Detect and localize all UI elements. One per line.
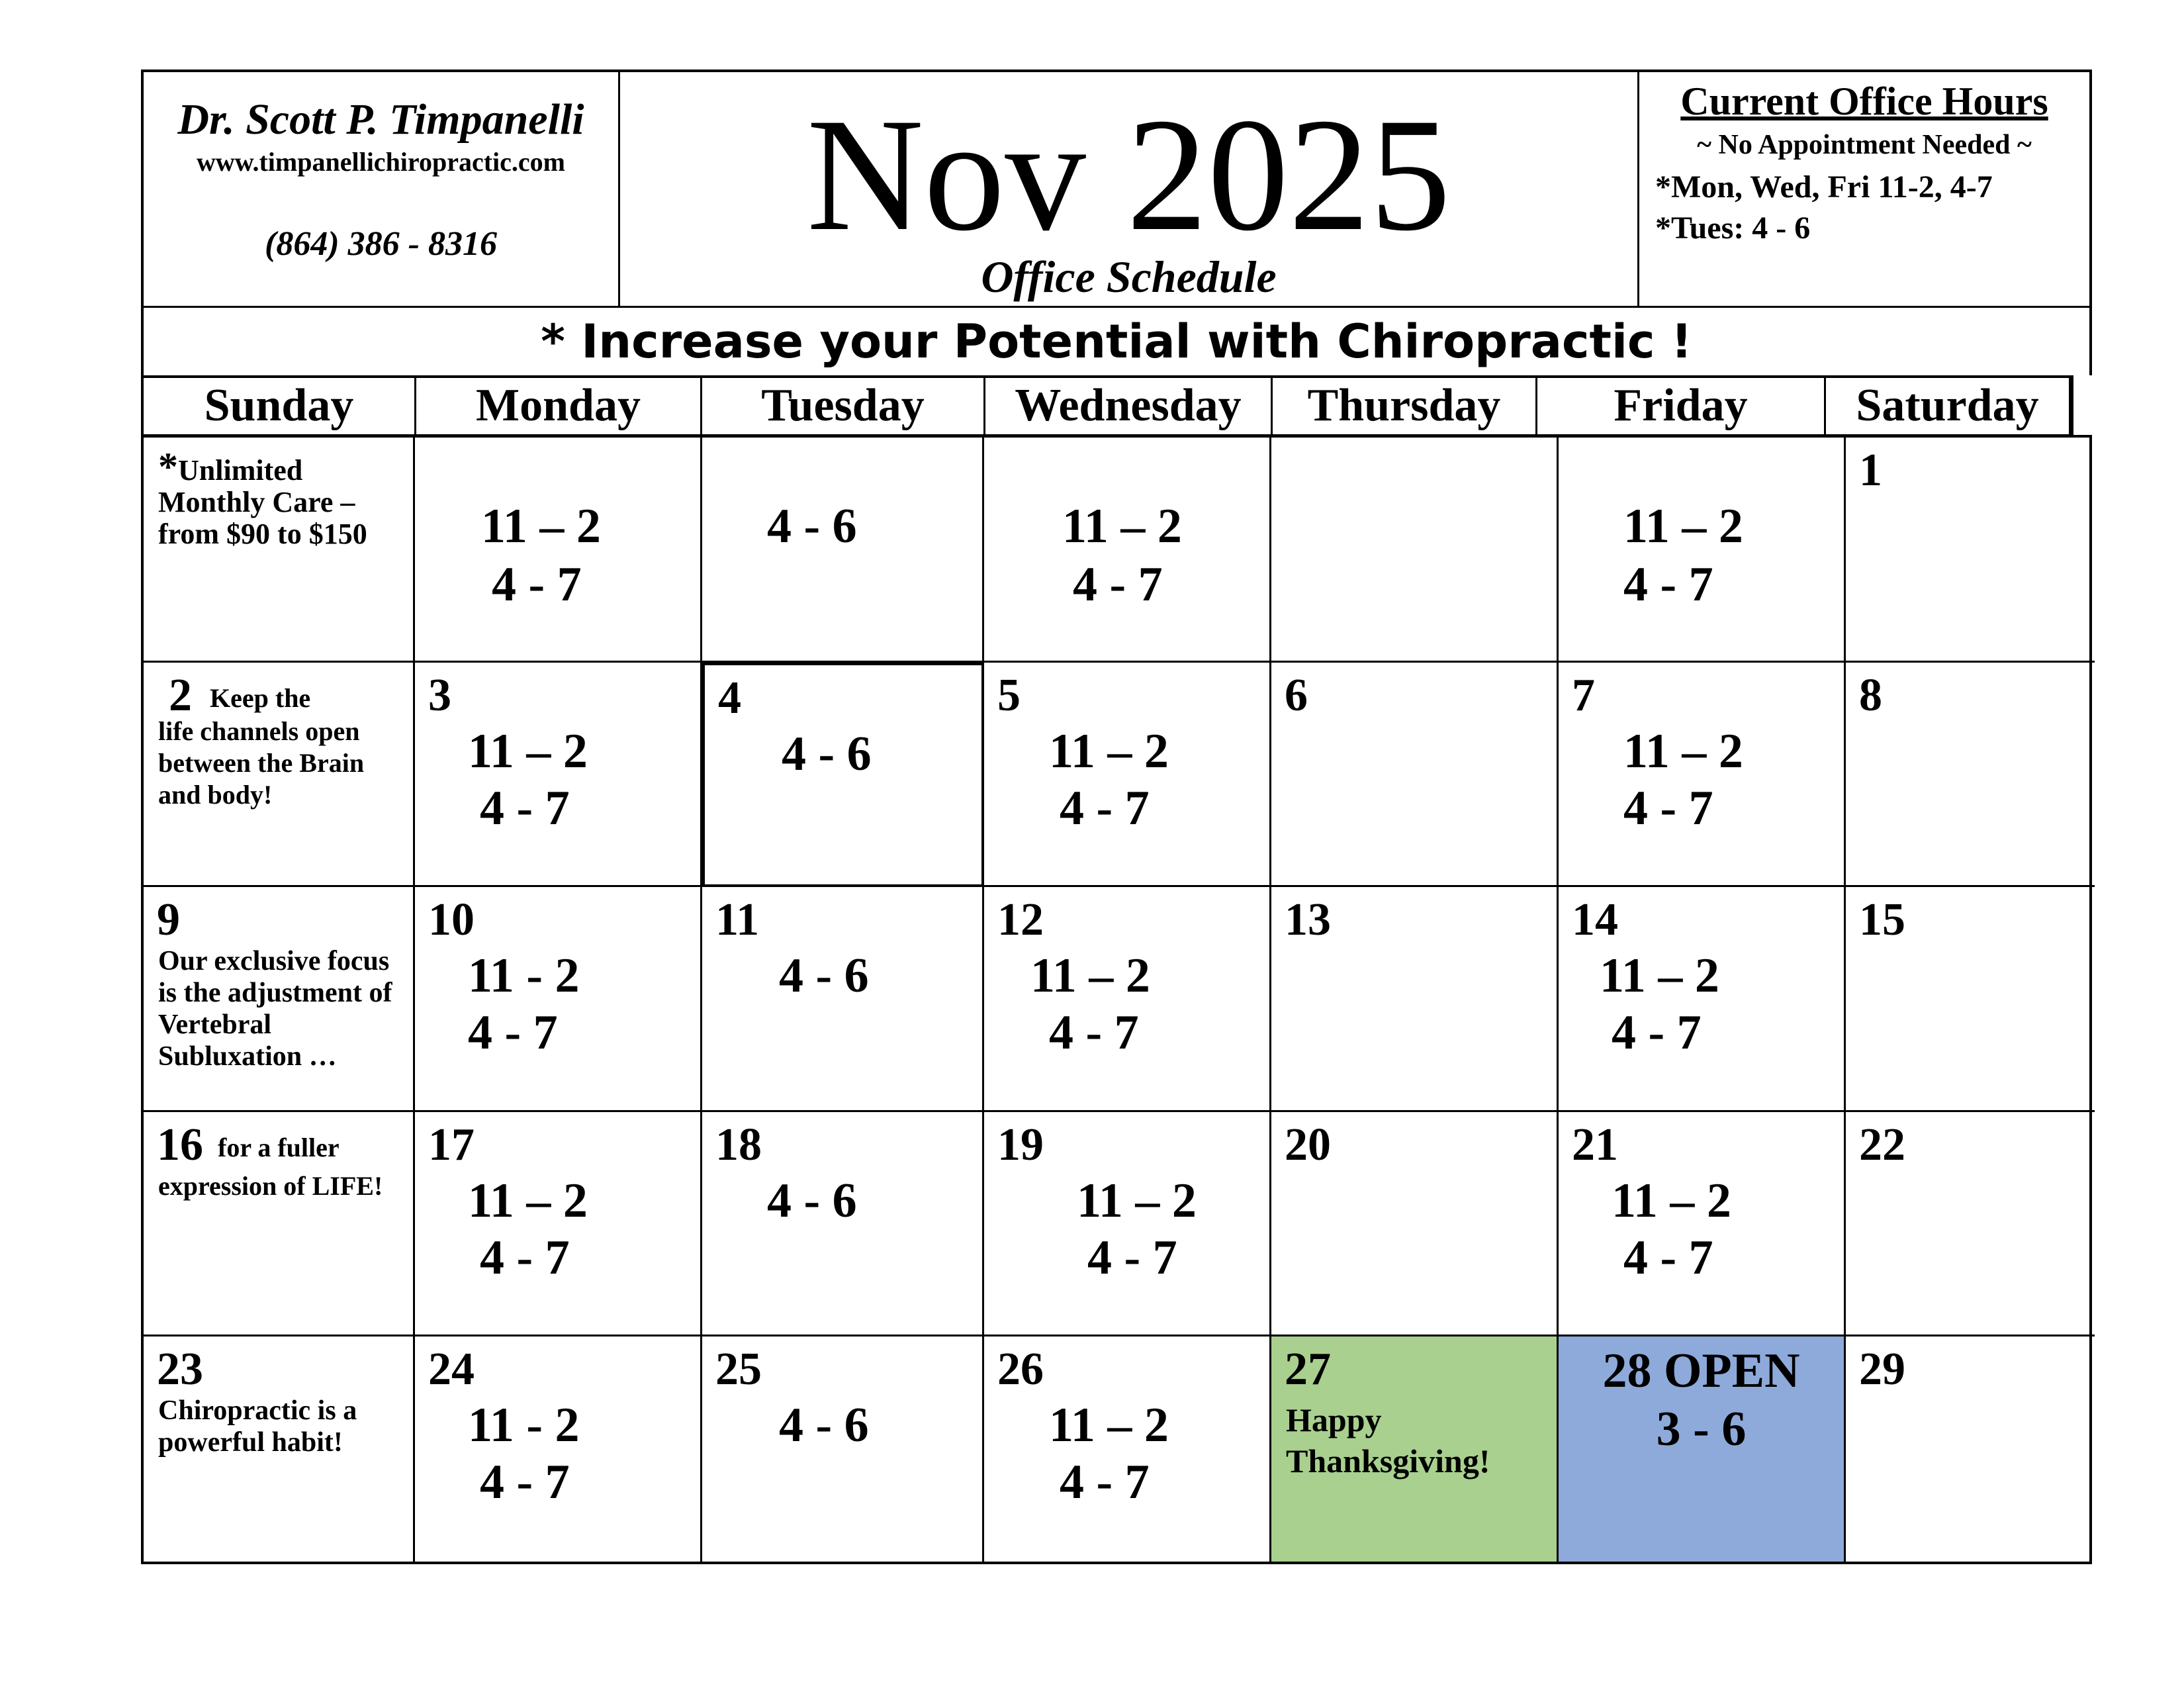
day-cell bbox=[144, 663, 415, 888]
office-hours-box bbox=[1637, 72, 2089, 306]
week-note: *Unlimited Monthly Care – from $90 to $150 bbox=[158, 445, 367, 550]
day-cell bbox=[702, 887, 984, 1112]
day-number: 22 bbox=[1859, 1119, 1905, 1170]
afternoon-hours: 4 - 7 bbox=[1623, 557, 1713, 612]
tuesday-hours: 4 - 6 bbox=[779, 1398, 869, 1453]
day-number: 18 bbox=[715, 1119, 762, 1170]
doctor-name: Dr. Scott P. Timpanelli bbox=[177, 95, 584, 144]
afternoon-hours: 4 - 7 bbox=[468, 1006, 558, 1060]
thanksgiving-cell bbox=[1271, 1336, 1559, 1562]
day-number: 27 bbox=[1285, 1344, 1331, 1395]
day-cell bbox=[702, 438, 984, 663]
day-cell bbox=[415, 438, 702, 663]
day-number: 1 bbox=[1859, 445, 1882, 496]
open-day-label: 28 OPEN bbox=[1602, 1344, 1800, 1399]
day-number: 7 bbox=[1572, 669, 1595, 721]
week-note: Our exclusive focus is the adjustment of Vertebral Subluxation … bbox=[158, 946, 392, 1072]
morning-hours: 11 - 2 bbox=[468, 1398, 580, 1453]
day-cell bbox=[702, 663, 984, 888]
slogan-banner: * Increase your Potential with Chiropractic ! bbox=[141, 308, 2092, 375]
day-number: 2 bbox=[169, 669, 192, 721]
day-cell bbox=[1846, 1336, 2095, 1562]
afternoon-hours: 4 - 7 bbox=[1049, 1006, 1139, 1060]
day-cell bbox=[1271, 1112, 1559, 1337]
morning-hours: 11 – 2 bbox=[468, 1173, 588, 1228]
office-hours-line: *Mon, Wed, Fri 11-2, 4-7 bbox=[1655, 169, 1993, 205]
day-number: 5 bbox=[997, 669, 1021, 721]
week-note: life channels open between the Brain and body! bbox=[158, 716, 365, 810]
afternoon-hours: 4 - 7 bbox=[1623, 1230, 1713, 1285]
day-cell bbox=[702, 1336, 984, 1562]
office-hours-title: Current Office Hours bbox=[1680, 79, 2048, 123]
weekday-label: Monday bbox=[416, 378, 702, 434]
afternoon-hours: 4 - 7 bbox=[492, 557, 582, 612]
title-block bbox=[620, 72, 1637, 306]
week-note-start: Keep the bbox=[210, 682, 311, 713]
day-number: 17 bbox=[428, 1119, 475, 1170]
day-number: 4 bbox=[718, 672, 741, 724]
day-cell bbox=[984, 438, 1271, 663]
tuesday-hours: 4 - 6 bbox=[767, 1173, 857, 1228]
day-number: 6 bbox=[1285, 669, 1308, 721]
day-cell bbox=[144, 887, 415, 1112]
day-number: 15 bbox=[1859, 894, 1905, 946]
day-number: 12 bbox=[997, 894, 1044, 946]
day-cell bbox=[702, 1112, 984, 1337]
day-number: 29 bbox=[1859, 1344, 1905, 1395]
weekday-label: Saturday bbox=[1826, 378, 2071, 434]
day-cell bbox=[1271, 438, 1559, 663]
afternoon-hours: 4 - 7 bbox=[1623, 780, 1713, 835]
day-number: 11 bbox=[715, 894, 760, 946]
morning-hours: 11 - 2 bbox=[468, 949, 580, 1004]
day-number: 20 bbox=[1285, 1119, 1331, 1170]
morning-hours: 11 – 2 bbox=[1077, 1173, 1197, 1228]
day-number: 10 bbox=[428, 894, 475, 946]
day-cell bbox=[1846, 1112, 2095, 1337]
morning-hours: 11 – 2 bbox=[1049, 724, 1169, 778]
day-cell bbox=[1559, 1112, 1846, 1337]
holiday-label: Happy Thanksgiving! bbox=[1286, 1401, 1490, 1480]
day-number: 25 bbox=[715, 1344, 762, 1395]
afternoon-hours: 4 - 7 bbox=[480, 780, 570, 835]
month-title: Nov 2025 bbox=[806, 85, 1451, 264]
morning-hours: 11 – 2 bbox=[481, 499, 601, 553]
afternoon-hours: 4 - 7 bbox=[1612, 1006, 1702, 1060]
afternoon-hours: 4 - 7 bbox=[1060, 1455, 1150, 1510]
weekday-label: Friday bbox=[1537, 378, 1826, 434]
weekday-label: Wednesday bbox=[985, 378, 1273, 434]
tuesday-hours: 4 - 6 bbox=[767, 499, 857, 553]
weekday-label: Thursday bbox=[1273, 378, 1537, 434]
day-cell bbox=[415, 887, 702, 1112]
morning-hours: 11 – 2 bbox=[1049, 1398, 1169, 1453]
day-cell bbox=[984, 1336, 1271, 1562]
afternoon-hours: 4 - 7 bbox=[480, 1455, 570, 1510]
morning-hours: 11 – 2 bbox=[1062, 499, 1182, 553]
morning-hours: 11 – 2 bbox=[1612, 1173, 1731, 1228]
calendar-header bbox=[141, 70, 2092, 308]
practice-info bbox=[144, 72, 620, 306]
day-cell bbox=[144, 1336, 415, 1562]
phone-number: (864) 386 - 8316 bbox=[265, 225, 497, 263]
weekday-label: Sunday bbox=[144, 378, 416, 434]
day-cell bbox=[1846, 887, 2095, 1112]
day-number: 26 bbox=[997, 1344, 1044, 1395]
day-number: 3 bbox=[428, 669, 451, 721]
day-number: 23 bbox=[157, 1344, 203, 1395]
tuesday-hours: 4 - 6 bbox=[782, 726, 872, 781]
day-cell bbox=[1846, 663, 2095, 888]
day-number: 13 bbox=[1285, 894, 1331, 946]
day-cell bbox=[1559, 663, 1846, 888]
day-cell bbox=[144, 1112, 415, 1337]
day-cell bbox=[1559, 438, 1846, 663]
office-hours-line: *Tues: 4 - 6 bbox=[1655, 211, 1811, 246]
tuesday-hours: 4 - 6 bbox=[779, 949, 869, 1004]
website-link[interactable]: www.timpanellichiropractic.com bbox=[197, 147, 565, 177]
day-cell bbox=[415, 1336, 702, 1562]
day-number: 16 bbox=[157, 1119, 203, 1170]
day-number: 19 bbox=[997, 1119, 1044, 1170]
week-note: Chiropractic is a powerful habit! bbox=[158, 1395, 357, 1458]
day-number: 24 bbox=[428, 1344, 475, 1395]
day-cell bbox=[415, 663, 702, 888]
day-number: 8 bbox=[1859, 669, 1882, 721]
morning-hours: 11 – 2 bbox=[468, 724, 588, 778]
open-day-cell bbox=[1559, 1336, 1846, 1562]
day-number: 14 bbox=[1572, 894, 1618, 946]
open-day-hours: 3 - 6 bbox=[1656, 1402, 1747, 1457]
day-number: 9 bbox=[157, 894, 180, 946]
week-note: expression of LIFE! bbox=[158, 1170, 383, 1201]
afternoon-hours: 4 - 7 bbox=[1073, 557, 1163, 612]
morning-hours: 11 – 2 bbox=[1623, 499, 1743, 553]
afternoon-hours: 4 - 7 bbox=[1060, 780, 1150, 835]
day-cell bbox=[1271, 887, 1559, 1112]
day-cell bbox=[984, 663, 1271, 888]
day-cell bbox=[1559, 887, 1846, 1112]
day-cell bbox=[415, 1112, 702, 1337]
office-hours-subtitle: ~ No Appointment Needed ~ bbox=[1697, 130, 2032, 160]
calendar-grid bbox=[141, 435, 2092, 1564]
week-note-start: for a fuller bbox=[218, 1132, 340, 1162]
day-number: 21 bbox=[1572, 1119, 1618, 1170]
day-cell bbox=[1271, 663, 1559, 888]
note-cell bbox=[144, 438, 415, 663]
weekday-header bbox=[141, 375, 2073, 436]
day-cell bbox=[984, 1112, 1271, 1337]
day-cell bbox=[984, 887, 1271, 1112]
day-cell bbox=[1846, 438, 2095, 663]
afternoon-hours: 4 - 7 bbox=[480, 1230, 570, 1285]
morning-hours: 11 – 2 bbox=[1030, 949, 1150, 1004]
afternoon-hours: 4 - 7 bbox=[1087, 1230, 1177, 1285]
morning-hours: 11 – 2 bbox=[1600, 949, 1719, 1004]
weekday-label: Tuesday bbox=[702, 378, 985, 434]
morning-hours: 11 – 2 bbox=[1623, 724, 1743, 778]
schedule-label: Office Schedule bbox=[981, 252, 1277, 302]
